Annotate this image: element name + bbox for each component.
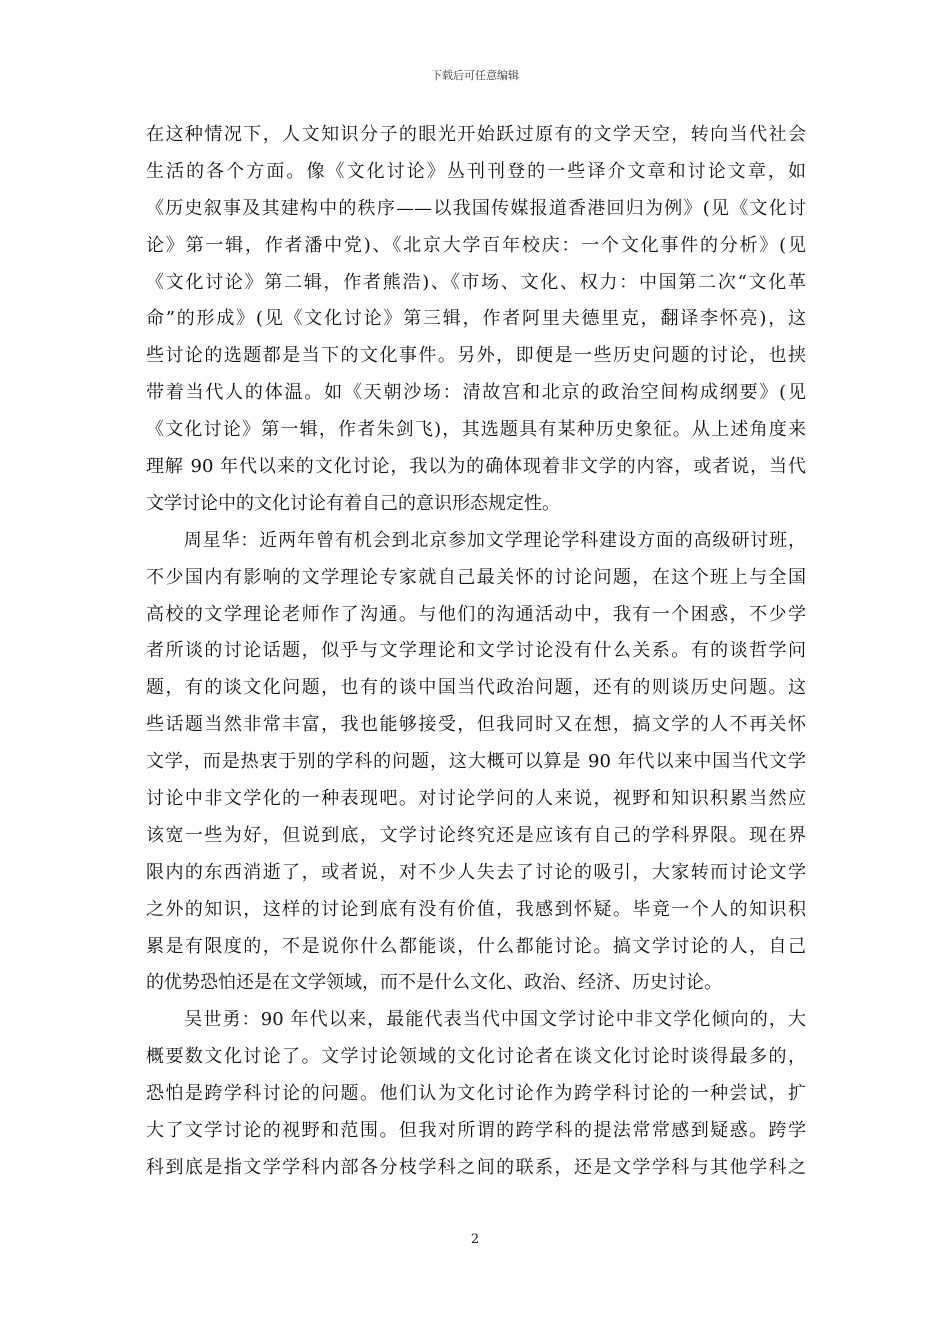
text-line: 些话题当然非常丰富，我也能够接受，但我同时又在想，搞文学的人不再关怀 bbox=[146, 714, 806, 736]
text-line: 吴世勇：90 年代以来，最能代表当代中国文学讨论中非文学化倾向的，大 bbox=[146, 1009, 806, 1031]
text-line: 大了文学讨论的视野和范围。但我对所谓的跨学科的提法常常感到疑惑。跨学 bbox=[146, 1120, 806, 1142]
text-line: 恐怕是跨学科讨论的问题。他们认为文化讨论作为跨学科讨论的一种尝试，扩 bbox=[146, 1083, 806, 1105]
text-line: 文学讨论中的文化讨论有着自己的意识形态规定性。 bbox=[146, 492, 560, 514]
text-line: 的优势恐怕还是在文学领域，而不是什么文化、政治、经济、历史讨论。 bbox=[146, 972, 722, 994]
text-line: 之外的知识，这样的讨论到底有没有价值，我感到怀疑。毕竟一个人的知识积 bbox=[146, 898, 806, 920]
text-line: 《文化讨论》第一辑，作者朱剑飞)，其选题具有某种历史象征。从上述角度来 bbox=[146, 419, 806, 441]
text-line: 生活的各个方面。像《文化讨论》丛刊刊登的一些译介文章和讨论文章，如 bbox=[146, 160, 806, 182]
text-line: 《文化讨论》第二辑，作者熊浩)、《市场、文化、权力：中国第二次“文化革 bbox=[146, 271, 806, 293]
text-line: 不少国内有影响的文学理论专家就自己最关怀的讨论问题，在这个班上与全国 bbox=[146, 566, 806, 588]
text-line: 概要数文化讨论了。文学讨论领域的文化讨论者在谈文化讨论时谈得最多的， bbox=[146, 1046, 806, 1068]
text-line: 累是有限度的，不是说你什么都能谈，什么都能讨论。搞文学讨论的人，自己 bbox=[146, 935, 806, 957]
text-line: 科到底是指文学学科内部各分枝学科之间的联系，还是文学学科与其他学科之 bbox=[146, 1156, 806, 1178]
text-line: 论》第一辑，作者潘中党)、《北京大学百年校庆：一个文化事件的分析》(见 bbox=[146, 234, 806, 256]
text-line: 在这种情况下，人文知识分子的眼光开始跃过原有的文学天空，转向当代社会 bbox=[146, 124, 806, 145]
text-line: 高校的文学理论老师作了沟通。与他们的沟通活动中，我有一个困惑，不少学 bbox=[146, 603, 806, 625]
page-header: 下载后可任意编辑 bbox=[431, 69, 519, 82]
text-line: 题，有的谈文化问题，也有的谈中国当代政治问题，还有的则谈历史问题。这 bbox=[146, 677, 806, 699]
text-line: 带着当代人的体温。如《天朝沙场：清故宫和北京的政治空间构成纲要》(见 bbox=[146, 382, 806, 404]
text-line: 讨论中非文学化的一种表现吧。对讨论学问的人来说，视野和知识积累当然应 bbox=[146, 788, 806, 810]
text-line: 该宽一些为好，但说到底，文学讨论终究还是应该有自己的学科界限。现在界 bbox=[146, 824, 806, 846]
text-line: 命”的形成》(见《文化讨论》第三辑，作者阿里夫德里克，翻译李怀亮)，这 bbox=[146, 308, 806, 330]
text-line: 限内的东西消逝了，或者说，对不少人失去了讨论的吸引，大家转而讨论文学 bbox=[146, 861, 806, 883]
text-line: 周星华：近两年曾有机会到北京参加文学理论学科建设方面的高级研讨班， bbox=[146, 529, 806, 551]
document-body bbox=[146, 117, 806, 1187]
page-number: 2 bbox=[470, 1232, 480, 1247]
text-line: 理解 90 年代以来的文化讨论，我以为的确体现着非文学的内容，或者说，当代 bbox=[146, 456, 806, 478]
text-line: 者所谈的讨论话题，似乎与文学理论和文学讨论没有什么关系。有的谈哲学问 bbox=[146, 640, 806, 662]
text-line: 些讨论的选题都是当下的文化事件。另外，即便是一些历史问题的讨论，也挟 bbox=[146, 345, 806, 367]
text-line: 文学，而是热衷于别的学科的问题，这大概可以算是 90 年代以来中国当代文学 bbox=[146, 751, 806, 773]
text-line: 《历史叙事及其建构中的秩序——以我国传媒报道香港回归为例》(见《文化讨 bbox=[146, 197, 806, 219]
